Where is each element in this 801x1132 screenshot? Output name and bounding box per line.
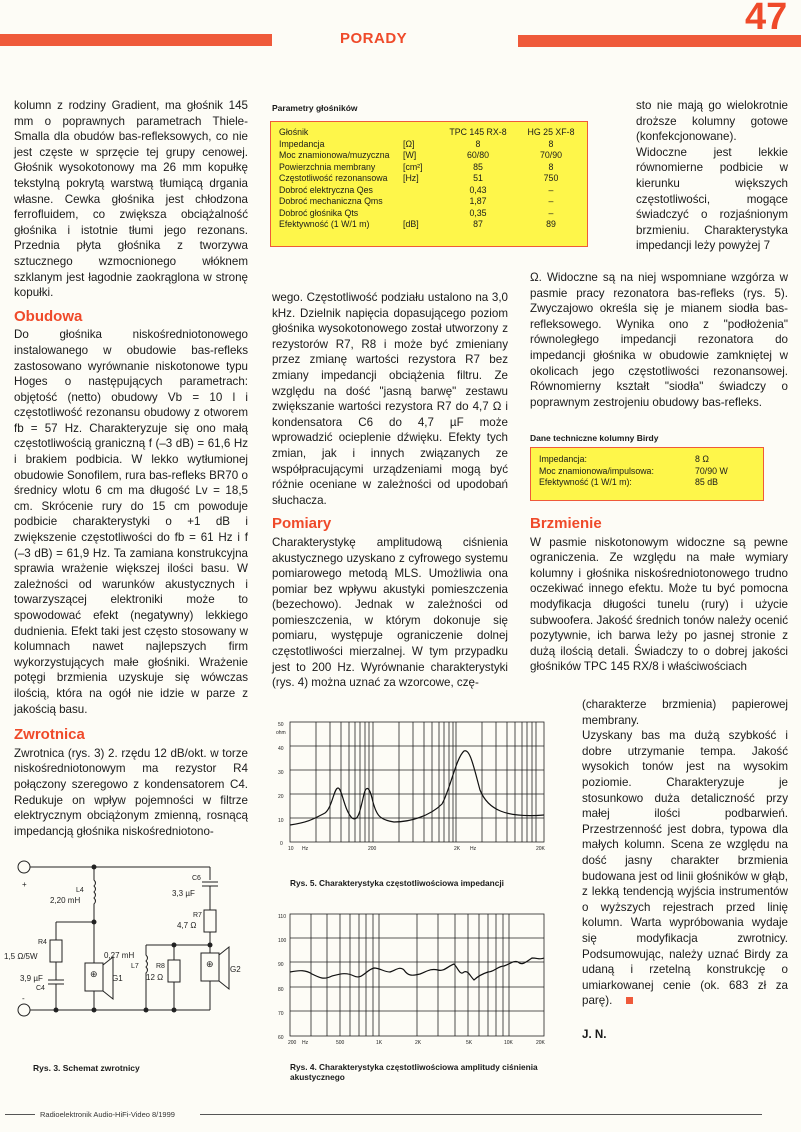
spl-chart-caption: Rys. 4. Charakterystyka częstotliwościowa amplitudy ciśnienia akustycznego xyxy=(290,1062,538,1082)
svg-text:20: 20 xyxy=(278,794,284,800)
spl-chart-plot xyxy=(270,910,550,1050)
col3-wide-paragraph: Ω. Widoczne są na niej wspomniane wzgórza w pasmie pracy rezonatora bas-refleks (rys. 5). Zwyczajowo określa się je mianem siodła bas-refleksowego. Wynika ono z "podłożenia" równoległego impedancji rezonatora do impedancji głośnika w obudowie zamkniętej w okolicach jego częstotliwości rezonansowej. Równomierny kształt "siodła" świadczy o poprawnym zestrojeniu obudowy bas-refleks. xyxy=(530,271,788,409)
r7-value: 4,7 Ω xyxy=(177,921,197,930)
schematic-caption: Rys. 3. Schemat zwrotnicy xyxy=(33,1063,140,1073)
svg-text:100: 100 xyxy=(278,938,287,944)
svg-text:⊕: ⊕ xyxy=(206,959,214,969)
spl-chart xyxy=(270,910,550,1100)
impedance-chart xyxy=(270,718,550,893)
intro-paragraph: kolumn z rodziny Gradient, ma głośnik 145 mm o poprawnych parametrach Thiele-Smalla dla obudów bas-refleksowych, co nie jest częste w sprzęcie tej grupy cenowej. Głośnik wysokotonowy ma 26 mm kopułkę tekstylną pokrytą warstwą tłumiącą drgania własne. Cewka głośnika jest chłodzona ferrofluidem, co zwiększa obciążalność głośnika i istotnie tłumi jego rezonans. Przednia płyta głośnika z tworzywa sztucznego wzmocnionego włóknem szklanym jest łagodnie zaokrąglona w stronę kopułki. xyxy=(14,99,248,300)
table-header-row: Głośnik TPC 145 RX-8 HG 25 XF-8 xyxy=(279,127,575,137)
birdy-table-box xyxy=(530,447,764,501)
table-row: Moc znamionowa/muzyczna [W] 60/80 70/90 xyxy=(279,150,562,160)
table-row: Moc znamionowa/impulsowa: 70/90 W xyxy=(539,465,728,476)
impedance-chart-plot xyxy=(270,718,550,868)
params-table-title: Parametry głośników xyxy=(272,103,358,113)
col3-narrow-paragraph: sto nie mają go wielokrotnie droższe kolumny gotowe (konfekcjonowane). Widoczne jest lekkie równomierne podbicie w kierunku większych częstotliwości, mogące świadczyć o rozjaśnionym brzmieniu. Charakterystyka impedancji leży powyżej 7 xyxy=(636,99,788,253)
svg-text:30: 30 xyxy=(278,770,284,776)
params-table-box xyxy=(270,121,588,247)
svg-text:200: 200 xyxy=(288,1040,297,1046)
zwrotnica-paragraph: Zwrotnica (rys. 3) 2. rzędu 12 dB/okt. w torze niskośredniotonowym ma rezystor R4 połączony szeregowo z kondensatorem C4. Redukuje on wpływ pojemności w filtrze elektrycznym obciążonym zmienną, rosnącą impedancją głośnika niskośredniotono- xyxy=(14,746,248,838)
svg-text:5K: 5K xyxy=(466,1040,473,1046)
birdy-table xyxy=(539,454,728,489)
g2-label: G2 xyxy=(230,965,241,974)
table-row: Impedancja: 8 Ω xyxy=(539,454,709,464)
c4-value: 3,9 µF xyxy=(20,974,43,983)
c6-label: C6 xyxy=(192,875,201,882)
svg-text:ohm: ohm xyxy=(276,730,286,736)
footer-rule-right xyxy=(200,1114,762,1115)
svg-text:200: 200 xyxy=(368,846,377,852)
l4-label: L4 xyxy=(76,887,84,894)
brzmienie-paragraph-2: (charakterze brzmienia) papierowej membrany. xyxy=(582,698,788,727)
author: J. N. xyxy=(582,1027,607,1041)
page-number: 47 xyxy=(745,0,788,38)
plus-terminal-label: + xyxy=(22,880,27,889)
column-3-brzmienie xyxy=(530,516,788,675)
svg-text:20K: 20K xyxy=(536,846,545,852)
pomiary-paragraph: Charakterystykę amplitudową ciśnienia akustycznego uzyskano z cyfrowego systemu pomiarowego metodą MLS. Umożliwia ona pomiar bez wpływu akustyki pomieszczenia (bezechowo). Jednak w zależności od pomieszczenia, w którym dokonuje się pomiaru, występuje ograniczenie dolnej częstotliwości mierzalnej. W tym przypadku jest to 200 Hz. Wyrównanie charakterystyki (rys. 4) można uznać za wzorcowe, czę- xyxy=(272,535,508,690)
g1-label: G1 xyxy=(112,974,123,983)
heading-zwrotnica: Zwrotnica xyxy=(14,726,85,744)
birdy-table-title: Dane techniczne kolumny Birdy xyxy=(530,433,659,443)
params-table xyxy=(279,127,581,231)
table-row: Dobroć głośnika Qts 0,35 – xyxy=(279,207,554,218)
column-3-narrow xyxy=(636,98,788,254)
heading-brzmienie: Brzmienie xyxy=(530,515,602,532)
svg-text:10K: 10K xyxy=(504,1040,513,1046)
column-1 xyxy=(14,98,248,839)
svg-text:10: 10 xyxy=(278,818,284,824)
svg-text:2K: 2K xyxy=(415,1040,422,1046)
heading-pomiary: Pomiary xyxy=(272,515,332,533)
r8-value: 12 Ω xyxy=(146,973,164,982)
table-row: Dobroć mechaniczna Qms 1,87 – xyxy=(279,196,554,206)
svg-text:70: 70 xyxy=(278,1011,284,1017)
r8-label: R8 xyxy=(156,963,165,970)
svg-text:1K: 1K xyxy=(376,1040,383,1046)
column-3 xyxy=(530,270,788,410)
svg-text:2K: 2K xyxy=(454,846,461,852)
svg-text:50: 50 xyxy=(278,722,284,728)
c6-value: 3,3 µF xyxy=(172,889,195,898)
r4-value: 1,5 Ω/5W xyxy=(4,952,38,961)
crossover-schematic xyxy=(0,830,260,1090)
svg-text:⊕: ⊕ xyxy=(90,969,98,979)
brzmienie-paragraph: W pasmie niskotonowym widoczne są pewne ograniczenia. Ze względu na małe wymiary kolumny i głośnika niskośredniotonowego trudno oczekiwać innego efektu. Może tu być pomocna modyfikacja długości tunelu (rury) i użycie subwoofera. Jakość średnich tonów należy ocenić pozytywnie, ich barwa leży po jasnej stronie z dużą ilością detali. Świadczy to o dobrej jakości głośników TPC 145 RX/8 i właściwościach xyxy=(530,535,788,674)
table-row: Powierzchnia membrany [cm²] 85 8 xyxy=(279,161,554,172)
impedance-chart-caption: Rys. 5. Charakterystyka częstotliwościowa impedancji xyxy=(290,878,504,888)
col2-paragraph: wego. Częstotliwość podziału ustalono na 3,0 kHz. Dzielnik napięcia dopasującego poziom głośnika wysokotonowego został utworzony z rezystorów R7, R8 i może być zmieniany przez zmianę wartości rezystora R7 bez zmiany impedancji obciążenia filtru. Ze względu na dość "jasną barwę" zestawu zwiększanie wartości rezystora R7 do 4,7 Ω i kondensatora C6 do 4,7 µF może wprowadzić ocieplenie dźwięku. Efekty tych zmian, jak i innych związanych ze współpracującymi urządzeniami mogą być różnie oceniane w zależności od upodobań słuchacza. xyxy=(272,291,508,507)
brzmienie-paragraph-3: Uzyskany bas ma dużą szybkość i dobre utrzymanie tempa. Jakość wysokich tonów jest na wysokim poziomie. Charakteryzuje je stosunkowo duża detaliczność przy małej ilości podbarwień. Przestrzenność jest dobra, typowa dla małych kolumn. Scena ze względu na dość jasny charakter brzmienia budowana jest od linii głośników w głąb, z lekką tendencją wyjścia instrumentów o wyższych rejestrach przed linię kolumn. Warta wypróbowania wydaje się modyfikacja zwrotnicy. Podsumowując, należy uznać Birdy za udaną i rzetelną konstrukcję o umiarkowanej cenie (ok. 683 zł za parę). xyxy=(582,729,788,1008)
svg-text:500: 500 xyxy=(336,1040,345,1046)
obudowa-paragraph: Do głośnika niskośredniotonowego instalowanego w obudowie bas-refleks zastosowano wyrównanie niskotonowe typu Hoges o następujących parametrach: objętość (netto) obudowy Vb = 10 l i częstotliwość rezonansu obudowy z otworem fb = 57 Hz. Charakteryzuje się ono małą częstotliwością graniczną f (–3 dB) = 61,6 Hz i brakiem podbicia. W lekko wytłumionej obudowie Sonofilem, rura bas-refleks BR70 o średnicy wlotu 6 cm ma długość Lv = 18,5 cm. Skrócenie rury do 15 cm powoduje podbicie charakterystyki o +1 dB i zwiększenie częstotliwości do fb = 61 Hz i f (–3 dB) = 61,9 Hz. Ta zamiana konstrukcyjna sprawia wrażenie większej ilości basu. W zależności od warunków akustycznych i towarzyszącej elektroniki może to spowodować efekt (negatywny) lekkiego dudnienia. Efekt taki jest często stosowany w kolumnach nawet najlepszych firm wykorzystujących małe głośniki. Wrażenie potęgi brzmienia uzyskuje się wówczas ilością, która na ogół nie idzie w parze z jakością basu. xyxy=(14,328,248,716)
footer-rule-left xyxy=(5,1114,35,1115)
header-bar-left xyxy=(0,34,272,46)
l4-value: 2,20 mH xyxy=(50,896,81,905)
column-2 xyxy=(272,290,508,691)
footer-text: Radioelektronik Audio-HiFi-Video 8/1999 xyxy=(40,1110,175,1119)
svg-text:0: 0 xyxy=(280,841,283,847)
impedance-curve xyxy=(290,751,544,825)
table-row: Dobroć elektryczna Qes 0,43 – xyxy=(279,184,554,195)
svg-text:Hz: Hz xyxy=(470,846,477,852)
minus-terminal-label: - xyxy=(22,994,25,1003)
l7-label: L7 xyxy=(131,963,139,970)
svg-text:Hz: Hz xyxy=(302,1040,309,1046)
section-title: PORADY xyxy=(340,30,408,47)
table-row: Efektywność (1 W/1 m) [dB] 87 89 xyxy=(279,219,556,229)
r7-label: R7 xyxy=(193,912,202,919)
svg-text:60: 60 xyxy=(278,1035,284,1041)
svg-text:10: 10 xyxy=(288,846,294,852)
r4-label: R4 xyxy=(38,939,47,946)
l7-value: 0,27 mH xyxy=(104,951,135,960)
heading-obudowa: Obudowa xyxy=(14,307,83,325)
end-mark-icon xyxy=(626,997,633,1004)
svg-text:90: 90 xyxy=(278,962,284,968)
column-3-lower xyxy=(582,697,788,1042)
svg-text:20K: 20K xyxy=(536,1040,545,1046)
table-row: Impedancja [Ω] 8 8 xyxy=(279,138,554,149)
svg-text:110: 110 xyxy=(278,914,286,920)
schematic-diagram xyxy=(0,830,260,1090)
table-row: Częstotliwość rezonansowa [Hz] 51 750 xyxy=(279,173,559,183)
svg-text:40: 40 xyxy=(278,746,284,752)
table-row: Efektywność (1 W/1 m): 85 dB xyxy=(539,477,718,487)
c4-label: C4 xyxy=(36,985,45,992)
svg-text:80: 80 xyxy=(278,987,284,993)
svg-text:Hz: Hz xyxy=(302,846,309,852)
